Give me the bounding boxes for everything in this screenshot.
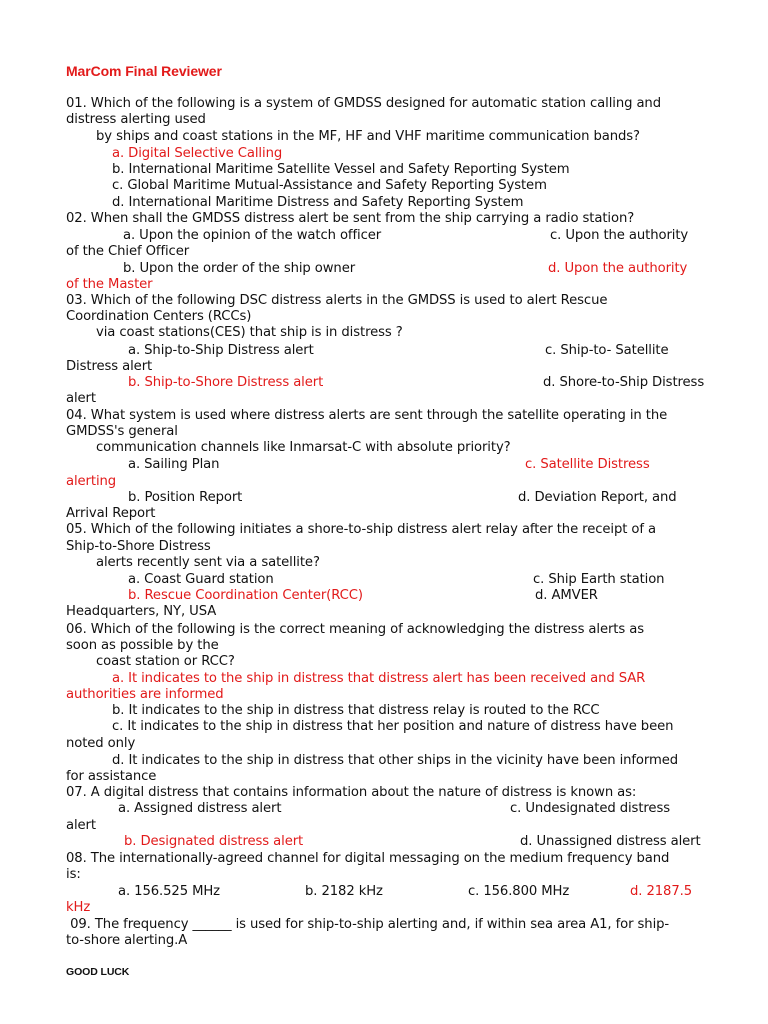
q2-text: 02. When shall the GMDSS distress alert be sent from the ship carrying a radio station? <box>66 211 635 226</box>
q6-option-b: b. It indicates to the ship in distress that distress relay is routed to the RCC <box>112 703 600 718</box>
q1-text: distress alerting used <box>66 112 206 127</box>
q1-answer-a: a. Digital Selective Calling <box>112 146 283 161</box>
q5-text: alerts recently sent via a satellite? <box>96 555 320 570</box>
q4-option-d: Arrival Report <box>66 506 156 521</box>
q6-answer-a: a. It indicates to the ship in distress that distress alert has been received and SAR <box>112 671 646 686</box>
q9-text: 09. The frequency ______ is used for ship-to-ship alerting and, if within sea area A1, for ship- <box>66 917 670 932</box>
q7-option-c: alert <box>66 818 96 833</box>
q4-option-a: a. Sailing Plan <box>128 457 220 472</box>
q8-answer-d: d. 2187.5 <box>630 884 692 899</box>
q4-answer-c: alerting <box>66 474 117 489</box>
q2-option-c: of the Chief Officer <box>66 244 190 259</box>
q2-option-a: a. Upon the opinion of the watch officer <box>123 228 382 243</box>
q3-option-c: c. Ship-to- Satellite <box>545 343 669 358</box>
footer-text: GOOD LUCK <box>66 966 130 978</box>
q6-text: coast station or RCC? <box>96 654 235 669</box>
q7-option-d: d. Unassigned distress alert <box>520 834 701 849</box>
q5-option-a: a. Coast Guard station <box>128 572 274 587</box>
q2-option-b: b. Upon the order of the ship owner <box>123 261 356 276</box>
q3-text: Coordination Centers (RCCs) <box>66 309 252 324</box>
q1-option-c: c. Global Maritime Mutual-Assistance and Safety Reporting System <box>112 178 547 193</box>
q6-option-d: for assistance <box>66 769 157 784</box>
q8-text: 08. The internationally-agreed channel for digital messaging on the medium frequency band <box>66 851 670 866</box>
q6-text: soon as possible by the <box>66 638 219 653</box>
q6-text: 06. Which of the following is the correct meaning of acknowledging the distress alerts as <box>66 622 644 637</box>
q1-option-b: b. International Maritime Satellite Vessel and Safety Reporting System <box>112 162 570 177</box>
q4-text: communication channels like Inmarsat-C with absolute priority? <box>96 440 511 455</box>
q2-option-c: c. Upon the authority <box>550 228 689 243</box>
q8-option-a: a. 156.525 MHz <box>118 884 221 899</box>
q7-option-a: a. Assigned distress alert <box>118 801 282 816</box>
q2-answer-d: of the Master <box>66 277 153 292</box>
q8-option-b: b. 2182 kHz <box>305 884 383 899</box>
q3-option-d: d. Shore-to-Ship Distress <box>543 375 705 390</box>
q5-option-c: c. Ship Earth station <box>533 572 665 587</box>
q4-text: GMDSS's general <box>66 424 178 439</box>
q4-text: 04. What system is used where distress alerts are sent through the satellite operating in the <box>66 408 668 423</box>
q6-option-c: noted only <box>66 736 136 751</box>
q4-answer-c: c. Satellite Distress <box>525 457 650 472</box>
q8-option-c: c. 156.800 MHz <box>468 884 570 899</box>
q6-option-d: d. It indicates to the ship in distress that other ships in the vicinity have been informed <box>112 753 679 768</box>
q7-answer-b: b. Designated distress alert <box>124 834 304 849</box>
page-title: MarCom Final Reviewer <box>66 63 222 79</box>
q5-text: 05. Which of the following initiates a shore-to-ship distress alert relay after the receipt of a <box>66 522 656 537</box>
q3-text: via coast stations(CES) that ship is in distress ? <box>96 325 403 340</box>
q6-option-c: c. It indicates to the ship in distress that her position and nature of distress have been <box>112 719 674 734</box>
q3-option-c: Distress alert <box>66 359 153 374</box>
q4-option-d: d. Deviation Report, and <box>518 490 677 505</box>
q1-text: 01. Which of the following is a system of GMDSS designed for automatic station calling and <box>66 96 661 111</box>
q5-text: Ship-to-Shore Distress <box>66 539 211 554</box>
q9-text: to-shore alerting.A <box>66 933 188 948</box>
q3-answer-b: b. Ship-to-Shore Distress alert <box>128 375 324 390</box>
q1-text: by ships and coast stations in the MF, HF and VHF maritime communication bands? <box>96 129 640 144</box>
q5-answer-b: b. Rescue Coordination Center(RCC) <box>128 588 363 603</box>
q1-option-d: d. International Maritime Distress and Safety Reporting System <box>112 195 524 210</box>
q5-option-d: d. AMVER <box>535 588 598 603</box>
q8-answer-d: kHz <box>66 900 91 915</box>
q3-text: 03. Which of the following DSC distress alerts in the GMDSS is used to alert Rescue <box>66 293 608 308</box>
q6-answer-a: authorities are informed <box>66 687 224 702</box>
q3-option-d: alert <box>66 391 96 406</box>
q4-option-b: b. Position Report <box>128 490 243 505</box>
q7-option-c: c. Undesignated distress <box>510 801 670 816</box>
q7-text: 07. A digital distress that contains information about the nature of distress is known as: <box>66 785 637 800</box>
q2-answer-d: d. Upon the authority <box>548 261 688 276</box>
q3-option-a: a. Ship-to-Ship Distress alert <box>128 343 314 358</box>
q5-option-d: Headquarters, NY, USA <box>66 604 217 619</box>
q8-text: is: <box>66 867 81 882</box>
